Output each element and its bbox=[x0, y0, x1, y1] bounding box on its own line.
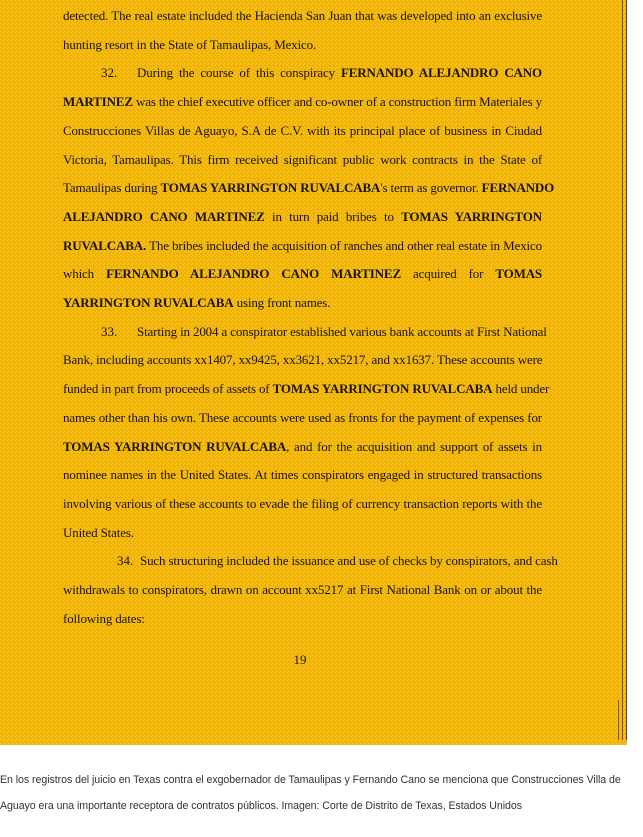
body-text: following dates: bbox=[63, 610, 145, 626]
body-text: held under bbox=[492, 381, 550, 397]
document-line bbox=[63, 611, 542, 627]
document-line bbox=[63, 582, 542, 598]
body-text: hunting resort in the State of Tamaulipas, Mexico. bbox=[63, 36, 317, 52]
document-line bbox=[63, 238, 542, 254]
body-text: Starting in 2004 a conspirator established various bank accounts at First National bbox=[137, 323, 547, 339]
bold-name-text: TOMAS YARRINGTON RUVALCABA bbox=[63, 438, 287, 454]
bold-name-text: TOMAS YARRINGTON bbox=[401, 208, 542, 224]
document-line bbox=[63, 496, 542, 512]
document-line bbox=[63, 295, 542, 311]
document-line bbox=[63, 123, 542, 139]
bold-name-text: TOMAS YARRINGTON RUVALCABA bbox=[160, 180, 381, 196]
body-text: Bank, including accounts xx1407, xx9425, xx3621, xx5217, and xx1637. These accounts were bbox=[63, 352, 543, 368]
document-line bbox=[63, 410, 542, 426]
document-line bbox=[63, 381, 550, 397]
paragraph-first-line bbox=[140, 553, 558, 569]
paragraph-number: 34. bbox=[117, 553, 134, 569]
document-line bbox=[63, 37, 542, 53]
body-text: , and for the acquisition and support of assets in bbox=[286, 438, 542, 454]
body-text: names other than his own. These accounts were used as fronts for the payment of expenses for bbox=[63, 409, 542, 425]
body-text: detected. The real estate included the Hacienda San Juan that was developed into an exclusive bbox=[63, 8, 542, 23]
page-number: 19 bbox=[293, 652, 307, 667]
document-line bbox=[63, 467, 542, 483]
image-caption: En los registros del juicio en Texas contra el exgobernador de Tamaulipas y Fernando Cano se menciona que Construcciones Villa de Aguayo era una importante receptora de contratos públicos. Imagen: Corte de Distrito de Texas, Estados Unidos bbox=[0, 774, 621, 812]
paragraph-first-line bbox=[137, 323, 547, 340]
document-line bbox=[63, 209, 542, 225]
document-line bbox=[63, 352, 542, 368]
document-line bbox=[63, 180, 555, 196]
paragraph-number: 33. bbox=[101, 323, 118, 339]
body-text: Tamaulipas during bbox=[63, 180, 161, 196]
body-text: Construcciones Villas de Aguayo, S.A de C.V. with its principal place of business in Ciudad bbox=[63, 122, 542, 138]
page-edge-line bbox=[622, 0, 627, 740]
body-text: acquired for bbox=[400, 266, 496, 282]
document-line bbox=[63, 8, 542, 24]
bold-name-text: MARTINEZ bbox=[63, 94, 133, 110]
body-text: The bribes included the acquisition of ranches and other real estate in Mexico bbox=[146, 237, 542, 253]
body-text: which bbox=[63, 266, 107, 282]
body-text: was the chief executive officer and co-owner of a construction firm Materiales y bbox=[132, 94, 542, 110]
document-line bbox=[63, 525, 542, 541]
body-text: United States. bbox=[63, 524, 134, 540]
body-text: funded in part from proceeds of assets of bbox=[63, 381, 273, 397]
bold-name-text: TOMAS YARRINGTON RUVALCABA bbox=[272, 381, 493, 397]
bold-name-text: ALEJANDRO CANO MARTINEZ bbox=[63, 208, 265, 224]
body-text: Such structuring included the issuance and use of checks by conspirators, and cash bbox=[140, 553, 558, 569]
document-line bbox=[63, 94, 542, 110]
bold-name-text: FERNANDO bbox=[481, 180, 555, 196]
paragraph-first-line bbox=[137, 65, 542, 81]
bold-name-text: TOMAS bbox=[495, 266, 543, 282]
body-text: nominee names in the United States. At times conspirators engaged in structured transactions bbox=[63, 467, 542, 483]
body-text: 's term as governor. bbox=[380, 180, 482, 196]
body-text: involving various of these accounts to evade the filing of currency transaction reports with the bbox=[63, 495, 542, 511]
page-edge-mark bbox=[618, 700, 624, 740]
body-text: Victoria, Tamaulipas. This firm received significant public work contracts in the State of bbox=[63, 151, 542, 167]
body-text: using front names. bbox=[233, 295, 331, 310]
body-text: in turn paid bribes to bbox=[264, 208, 402, 224]
document-line bbox=[63, 152, 542, 168]
bold-name-text: FERNANDO ALEJANDRO CANO MARTINEZ bbox=[106, 266, 401, 282]
bold-name-text: FERNANDO ALEJANDRO CANO bbox=[341, 65, 542, 81]
body-text: During the course of this conspiracy bbox=[137, 65, 341, 81]
document-line bbox=[63, 266, 542, 282]
paragraph-number: 32. bbox=[101, 65, 118, 81]
bold-name-text: YARRINGTON RUVALCABA bbox=[63, 295, 234, 310]
bold-name-text: RUVALCABA. bbox=[63, 237, 147, 253]
document-line bbox=[63, 439, 542, 455]
body-text: withdrawals to conspirators, drawn on account xx5217 at First National Bank on or about the bbox=[63, 582, 542, 597]
